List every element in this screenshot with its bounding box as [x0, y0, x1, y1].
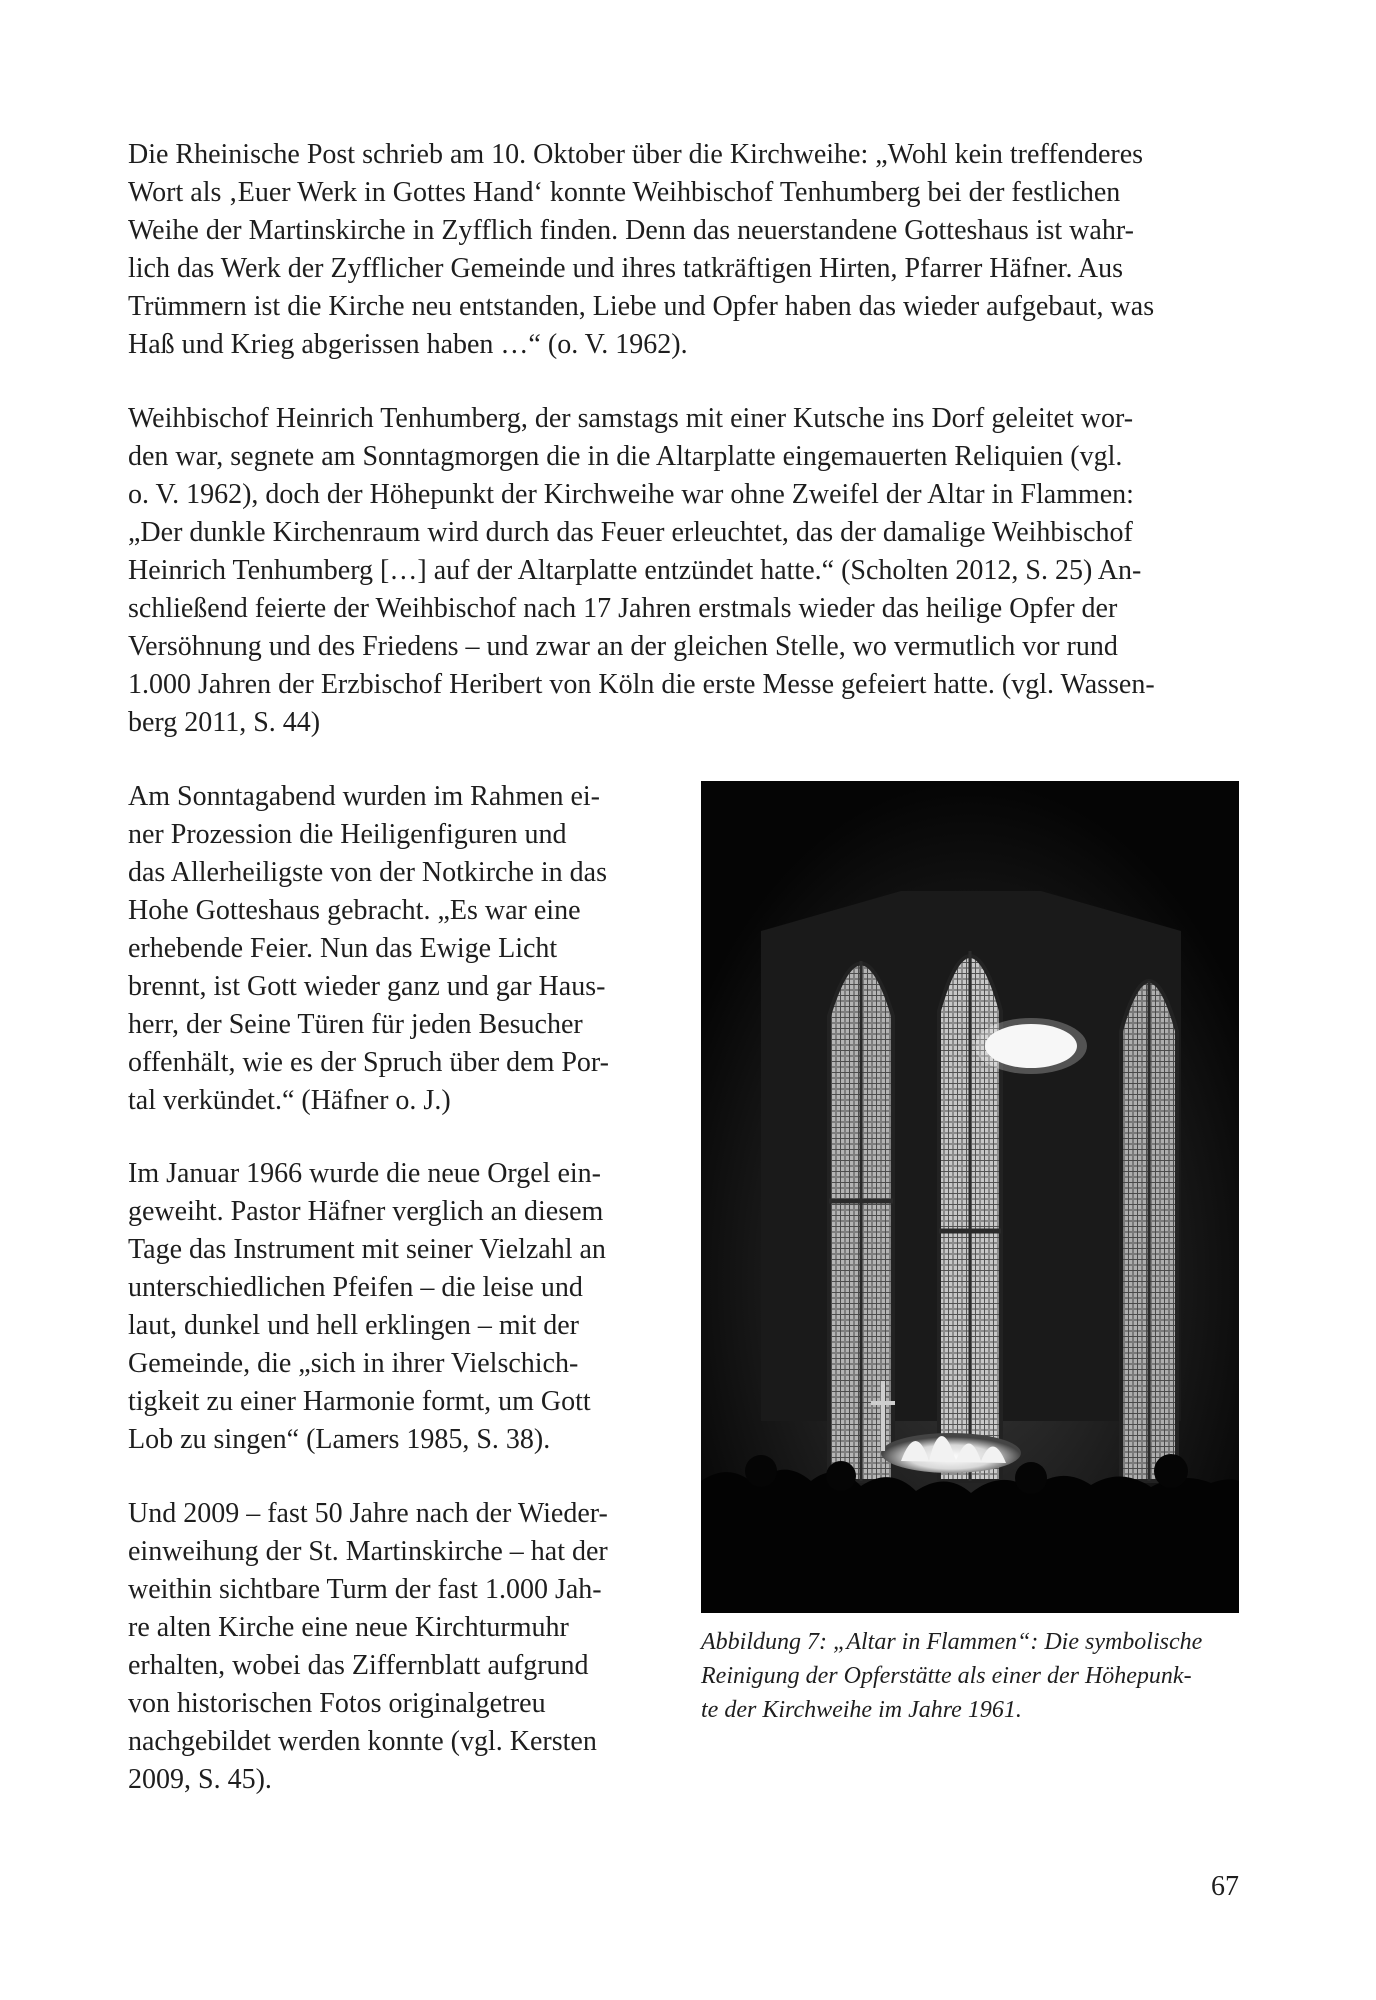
text-line: erhebende Feier. Nun das Ewige Licht	[128, 933, 558, 964]
text-line: Weihe der Martinskirche in Zyfflich finden. Denn das neuerstandene Gotteshaus ist wahr-	[128, 215, 1134, 246]
text-line: Versöhnung und des Friedens – und zwar an der gleichen Stelle, wo vermutlich vor rund	[128, 631, 1118, 662]
text-line: tigkeit zu einer Harmonie formt, um Gott	[128, 1386, 591, 1417]
text-line: brennt, ist Gott wieder ganz und gar Haus-	[128, 971, 606, 1002]
text-line: „Der dunkle Kirchenraum wird durch das Feuer erleuchtet, das der damalige Weihbischof	[128, 517, 1133, 548]
text-line: Am Sonntagabend wurden im Rahmen ei-	[128, 781, 601, 812]
text-line: Gemeinde, die „sich in ihrer Vielschich-	[128, 1348, 579, 1379]
text-line: Tage das Instrument mit seiner Vielzahl an	[128, 1234, 606, 1265]
text-line: Reinigung der Opferstätte als einer der Höhepunk-	[701, 1663, 1192, 1689]
text-line: re alten Kirche eine neue Kirchturmuhr	[128, 1612, 569, 1643]
text-line: te der Kirchweihe im Jahre 1961.	[701, 1697, 1022, 1723]
text-line: ner Prozession die Heiligenfiguren und	[128, 819, 567, 850]
paragraph-kirchturmuhr	[128, 1495, 642, 1799]
page-number: 67	[1211, 1871, 1239, 1902]
text-line: den war, segnete am Sonntagmorgen die in die Altarplatte eingemauerten Reliquien (vgl.	[128, 441, 1123, 472]
text-line: berg 2011, S. 44)	[128, 707, 321, 738]
text-line: einweihung der St. Martinskirche – hat der	[128, 1536, 608, 1567]
text-line: erhalten, wobei das Ziffernblatt aufgrund	[128, 1650, 589, 1681]
text-line: Und 2009 – fast 50 Jahre nach der Wieder-	[128, 1498, 608, 1529]
text-line: Lob zu singen“ (Lamers 1985, S. 38).	[128, 1424, 551, 1455]
text-line: Abbildung 7: „Altar in Flammen“: Die symbolische	[701, 1629, 1203, 1655]
text-line: Heinrich Tenhumberg […] auf der Altarplatte entzündet hatte.“ (Scholten 2012, S. 25) An-	[128, 555, 1142, 586]
text-line: Weihbischof Heinrich Tenhumberg, der samstags mit einer Kutsche ins Dorf geleitet wor-	[128, 403, 1134, 434]
text-line: schließend feierte der Weihbischof nach 17 Jahren erstmals wieder das heilige Opfer der	[128, 593, 1118, 624]
text-line: Trümmern ist die Kirche neu entstanden, Liebe und Opfer haben das wieder aufgebaut, was	[128, 291, 1155, 322]
text-line: weithin sichtbare Turm der fast 1.000 Jah-	[128, 1574, 602, 1605]
text-line: 1.000 Jahren der Erzbischof Heribert von Köln die erste Messe gefeiert hatte. (vgl. Wassen-	[128, 669, 1155, 700]
text-line: offenhält, wie es der Spruch über dem Por-	[128, 1047, 610, 1078]
text-line: geweiht. Pastor Häfner verglich an diesem	[128, 1196, 604, 1227]
text-line: nachgebildet werden konnte (vgl. Kersten	[128, 1726, 597, 1757]
text-line: Die Rheinische Post schrieb am 10. Oktober über die Kirchweihe: „Wohl kein treffenderes	[128, 139, 1144, 170]
text-line: herr, der Seine Türen für jeden Besucher	[128, 1009, 583, 1040]
paragraph-rheinische-post	[128, 136, 1239, 364]
church-interior-photo	[701, 781, 1239, 1613]
paragraph-weihbischof	[128, 400, 1239, 742]
text-line: lich das Werk der Zyfflicher Gemeinde und ihres tatkräftigen Hirten, Pfarrer Häfner. Aus	[128, 253, 1124, 284]
text-line: das Allerheiligste von der Notkirche in das	[128, 857, 607, 888]
paragraph-sonntagabend	[128, 778, 642, 1120]
paragraph-orgel	[128, 1155, 642, 1459]
text-line: Im Januar 1966 wurde die neue Orgel ein-	[128, 1158, 601, 1189]
text-line: von historischen Fotos originalgetreu	[128, 1688, 546, 1719]
text-line: Wort als ‚Euer Werk in Gottes Hand‘ konnte Weihbischof Tenhumberg bei der festlichen	[128, 177, 1121, 208]
text-line: unterschiedlichen Pfeifen – die leise und	[128, 1272, 583, 1303]
text-line: 2009, S. 45).	[128, 1764, 272, 1795]
figure-caption	[701, 1625, 1239, 1727]
text-line: laut, dunkel und hell erklingen – mit der	[128, 1310, 580, 1341]
text-line: Haß und Krieg abgerissen haben …“ (o. V. 1962).	[128, 329, 688, 360]
text-line: Hohe Gotteshaus gebracht. „Es war eine	[128, 895, 581, 926]
text-line: o. V. 1962), doch der Höhepunkt der Kirchweihe war ohne Zweifel der Altar in Flammen:	[128, 479, 1134, 510]
text-line: tal verkündet.“ (Häfner o. J.)	[128, 1085, 451, 1116]
